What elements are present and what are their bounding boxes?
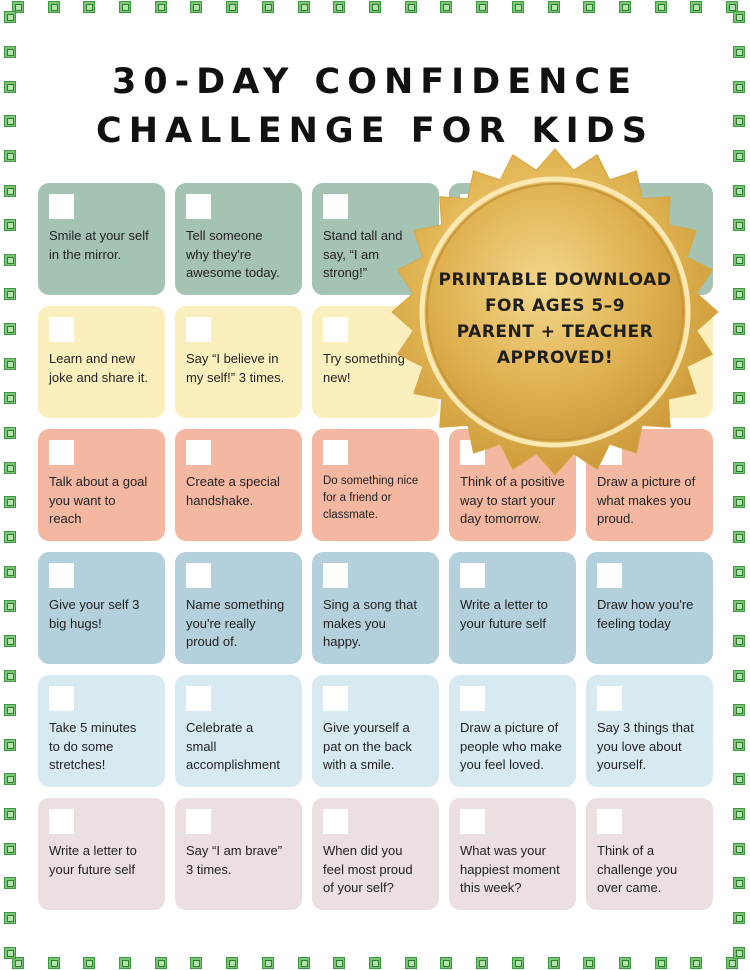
border-square: [4, 739, 16, 751]
border-square: [733, 670, 745, 682]
challenge-text: Try something new!: [323, 351, 405, 385]
border-square: [733, 877, 745, 889]
border-square: [155, 1, 167, 13]
challenge-card: [312, 552, 439, 664]
border-square: [733, 46, 745, 58]
border-square: [548, 957, 560, 969]
checkbox[interactable]: [460, 809, 485, 834]
border-square: [512, 957, 524, 969]
border-square: [4, 704, 16, 716]
border-square: [733, 566, 745, 578]
challenge-text: Say “I believe in my self!” 3 times.: [186, 351, 285, 385]
border-square: [155, 957, 167, 969]
border-square: [226, 957, 238, 969]
challenge-card: [38, 552, 165, 664]
border-square: [476, 1, 488, 13]
border-square: [4, 392, 16, 404]
border-square: [512, 1, 524, 13]
challenge-card: [175, 798, 302, 910]
border-square: [4, 254, 16, 266]
challenge-text: Draw a picture of what makes you proud.: [597, 474, 696, 526]
challenge-text: Celebrate a small accomplishment: [186, 720, 280, 772]
border-square: [226, 1, 238, 13]
border-bottom: [0, 956, 750, 970]
checkbox[interactable]: [49, 194, 74, 219]
checkbox[interactable]: [186, 563, 211, 588]
challenge-card: [586, 798, 713, 910]
checkbox[interactable]: [460, 686, 485, 711]
border-square: [298, 1, 310, 13]
challenge-text: Sing a song that makes you happy.: [323, 597, 417, 649]
badge-line-4: APPROVED!: [496, 348, 614, 368]
border-square: [4, 843, 16, 855]
border-square: [733, 462, 745, 474]
border-square: [4, 566, 16, 578]
checkbox[interactable]: [460, 563, 485, 588]
border-square: [4, 670, 16, 682]
border-square: [733, 739, 745, 751]
border-square: [733, 635, 745, 647]
challenge-card: [175, 183, 302, 295]
checkbox[interactable]: [186, 440, 211, 465]
challenge-card: [449, 675, 576, 787]
border-square: [733, 704, 745, 716]
challenge-text: Tell someone why they're awesome today.: [186, 228, 280, 280]
border-square: [369, 1, 381, 13]
checkbox[interactable]: [49, 809, 74, 834]
badge-line-1: PRINTABLE DOWNLOAD: [438, 270, 672, 290]
challenge-card: [38, 798, 165, 910]
border-top: [0, 0, 750, 14]
challenge-text: When did you feel most proud of your self?: [323, 843, 413, 895]
border-square: [733, 773, 745, 785]
challenge-text: Draw how you're feeling today: [597, 597, 694, 631]
challenge-text: Give yourself a pat on the back with a smile.: [323, 720, 412, 772]
checkbox[interactable]: [597, 686, 622, 711]
challenge-card: [38, 675, 165, 787]
challenge-text: Write a letter to your future self: [460, 597, 548, 631]
checkbox[interactable]: [186, 686, 211, 711]
border-square: [333, 957, 345, 969]
border-square: [4, 912, 16, 924]
border-square: [83, 957, 95, 969]
checkbox[interactable]: [186, 809, 211, 834]
border-square: [119, 1, 131, 13]
border-square: [440, 1, 452, 13]
challenge-text: Learn and new joke and share it.: [49, 351, 149, 385]
border-square: [733, 254, 745, 266]
border-square: [4, 635, 16, 647]
checkbox[interactable]: [49, 440, 74, 465]
badge-line-3: PARENT + TEACHER: [456, 322, 654, 342]
border-square: [4, 600, 16, 612]
border-square: [4, 219, 16, 231]
border-square: [733, 947, 745, 959]
checkbox[interactable]: [323, 317, 348, 342]
border-square: [733, 600, 745, 612]
checkbox[interactable]: [49, 563, 74, 588]
challenge-text: Say 3 things that you love about yourself.: [597, 720, 694, 772]
border-square: [690, 957, 702, 969]
border-square: [369, 957, 381, 969]
challenge-text: Give your self 3 big hugs!: [49, 597, 140, 631]
challenge-card: [175, 552, 302, 664]
checkbox[interactable]: [186, 317, 211, 342]
challenge-card: [312, 798, 439, 910]
border-square: [262, 957, 274, 969]
challenge-text: Draw a picture of people who make you feel loved.: [460, 720, 562, 772]
border-square: [4, 462, 16, 474]
border-square: [619, 1, 631, 13]
title-line-2: CHALLENGE FOR KIDS: [96, 111, 654, 151]
border-square: [298, 957, 310, 969]
border-square: [733, 912, 745, 924]
border-square: [733, 288, 745, 300]
border-square: [476, 957, 488, 969]
challenge-card: [175, 429, 302, 541]
checkbox[interactable]: [49, 686, 74, 711]
border-square: [190, 1, 202, 13]
challenge-card: [586, 552, 713, 664]
border-square: [4, 46, 16, 58]
border-square: [733, 185, 745, 197]
challenge-card: [586, 675, 713, 787]
badge-line-2: FOR AGES 5–9: [484, 296, 626, 316]
challenge-text: Name something you're really proud of.: [186, 597, 285, 649]
border-square: [4, 288, 16, 300]
border-square: [690, 1, 702, 13]
challenge-text: Say “I am brave” 3 times.: [186, 843, 283, 877]
challenge-text: Talk about a goal you want to reach: [49, 474, 148, 526]
border-square: [733, 843, 745, 855]
border-square: [4, 531, 16, 543]
border-square: [4, 323, 16, 335]
border-square: [655, 957, 667, 969]
challenge-card: [38, 429, 165, 541]
border-square: [4, 773, 16, 785]
border-square: [4, 11, 16, 23]
checkbox[interactable]: [323, 809, 348, 834]
gold-seal-badge: [390, 147, 720, 477]
border-square: [4, 947, 16, 959]
challenge-card: [175, 306, 302, 418]
checkbox[interactable]: [323, 563, 348, 588]
checkbox[interactable]: [323, 194, 348, 219]
checkbox[interactable]: [323, 440, 348, 465]
border-square: [733, 392, 745, 404]
border-square: [4, 496, 16, 508]
border-square: [48, 957, 60, 969]
checkbox[interactable]: [323, 686, 348, 711]
border-square: [733, 531, 745, 543]
border-square: [733, 219, 745, 231]
challenge-text: Smile at your self in the mirror.: [49, 228, 149, 262]
border-square: [405, 957, 417, 969]
border-square: [733, 496, 745, 508]
border-square: [4, 427, 16, 439]
border-square: [119, 957, 131, 969]
border-square: [733, 427, 745, 439]
border-square: [4, 877, 16, 889]
page-title: [0, 58, 750, 156]
checkbox[interactable]: [186, 194, 211, 219]
title-line-1: 30-DAY CONFIDENCE: [111, 62, 639, 102]
border-square: [4, 808, 16, 820]
border-square: [733, 323, 745, 335]
border-square: [583, 1, 595, 13]
checkbox[interactable]: [49, 317, 74, 342]
border-square: [4, 185, 16, 197]
seal-text: [390, 267, 720, 371]
border-square: [733, 808, 745, 820]
challenge-text: Take 5 minutes to do some stretches!: [49, 720, 137, 772]
border-square: [583, 957, 595, 969]
border-square: [733, 358, 745, 370]
border-square: [655, 1, 667, 13]
border-square: [440, 957, 452, 969]
challenge-text: What was your happiest moment this week?: [460, 843, 560, 895]
challenge-card: [38, 306, 165, 418]
challenge-text: Do something nice for a friend or classmate.: [323, 475, 419, 521]
border-square: [733, 11, 745, 23]
challenge-text: Stand tall and say, “I am strong!”: [323, 228, 403, 280]
challenge-card: [38, 183, 165, 295]
challenge-text: Think of a challenge you over came.: [597, 843, 678, 895]
border-square: [262, 1, 274, 13]
challenge-card: [449, 798, 576, 910]
challenge-card: [449, 552, 576, 664]
border-square: [190, 957, 202, 969]
border-square: [548, 1, 560, 13]
challenge-text: Create a special handshake.: [186, 474, 280, 508]
border-square: [4, 358, 16, 370]
border-square: [333, 1, 345, 13]
challenge-text: Write a letter to your future self: [49, 843, 137, 877]
challenge-card: [175, 675, 302, 787]
checkbox[interactable]: [597, 563, 622, 588]
challenge-text: Think of a positive way to start your day tomorrow.: [460, 474, 565, 526]
border-square: [619, 957, 631, 969]
checkbox[interactable]: [597, 809, 622, 834]
border-square: [83, 1, 95, 13]
border-square: [405, 1, 417, 13]
challenge-card: [312, 675, 439, 787]
border-square: [48, 1, 60, 13]
